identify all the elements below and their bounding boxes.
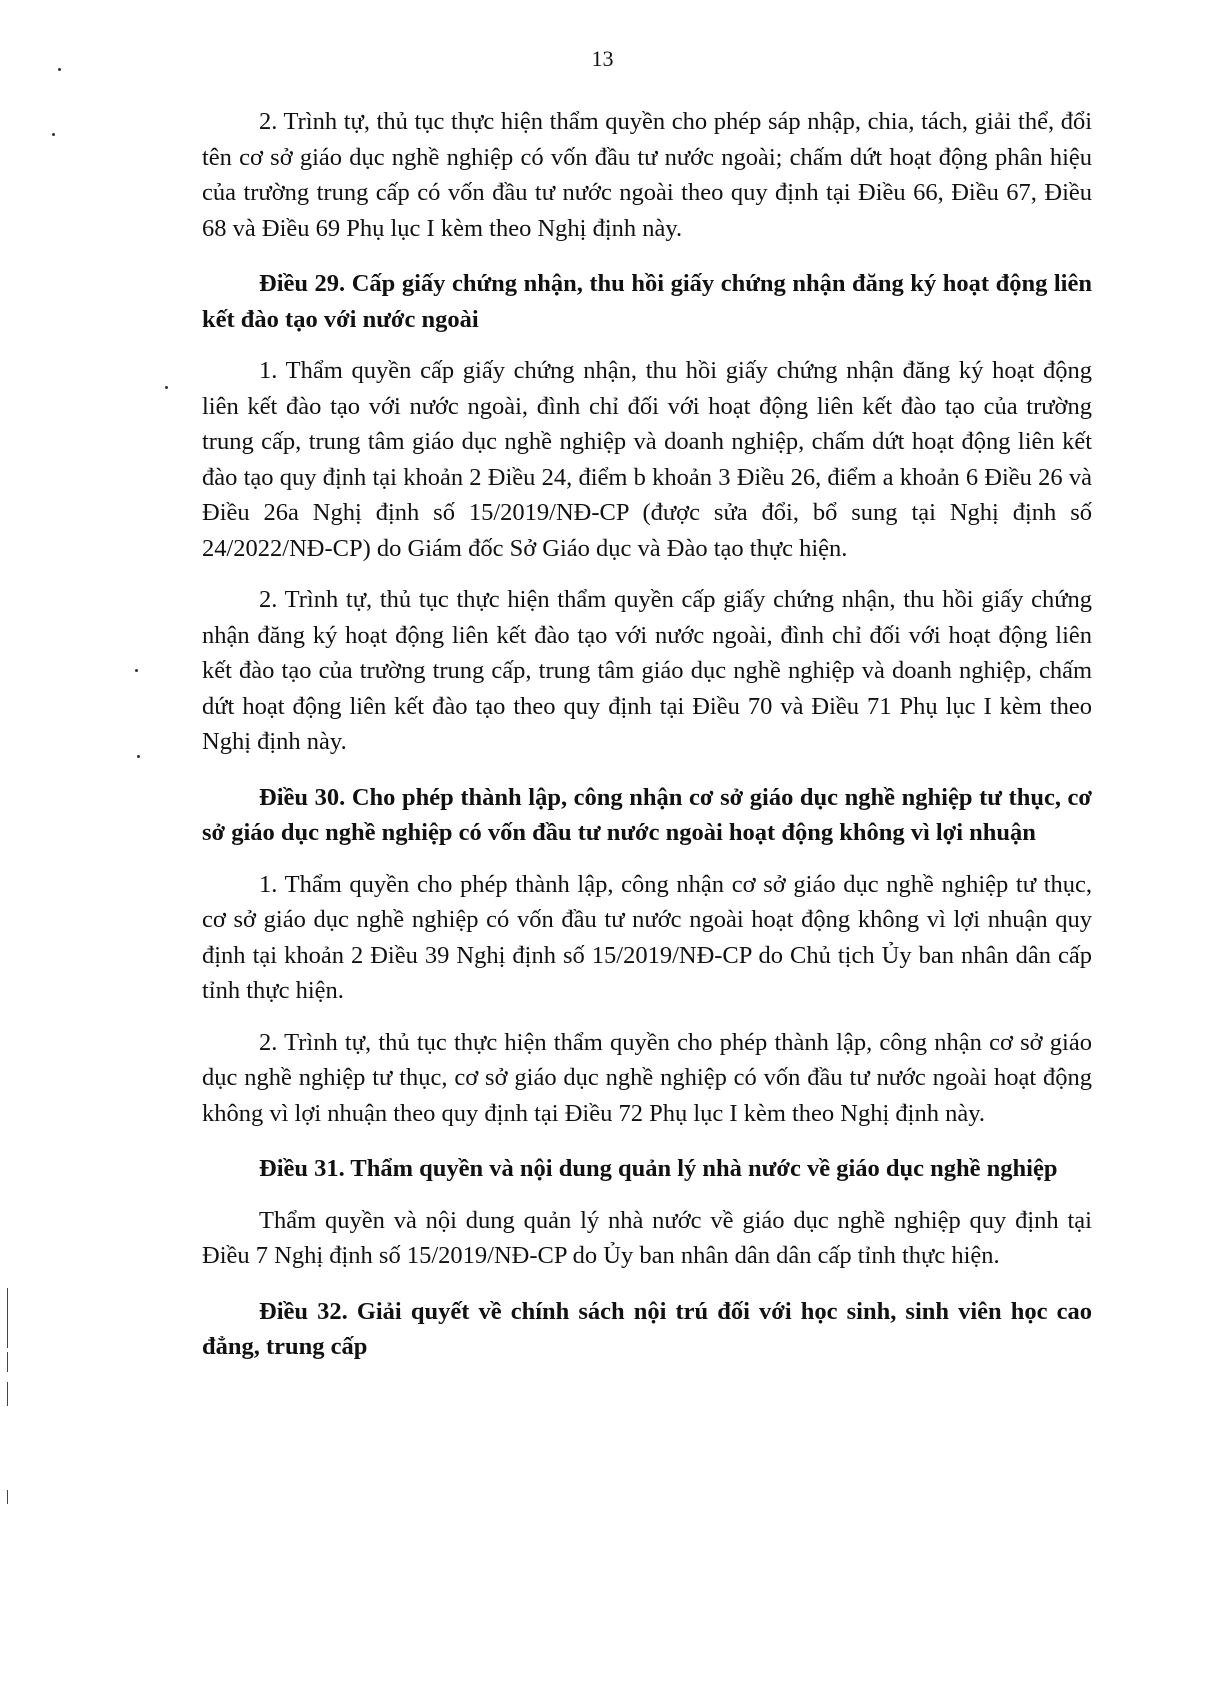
paragraph-article-31: Thẩm quyền và nội dung quản lý nhà nước về giáo dục nghề nghiệp quy định tại Điều 7 Nghị định số 15/2019/NĐ-CP do Ủy ban nhân dân dân cấp tỉnh thực hiện. — [202, 1206, 1092, 1269]
paragraph-article-28-clause-2: 2. Trình tự, thủ tục thực hiện thẩm quyền cho phép sáp nhập, chia, tách, giải thể, đổi tên cơ sở giáo dục nghề nghiệp có vốn đầu tư nước ngoài; chấm dứt hoạt động phân hiệu của trường trung cấp có vốn đầu tư nước ngoài theo quy định tại Điều 66, Điều 67, Điều 68 và Điều 69 Phụ lục I kèm theo Nghị định này. — [202, 108, 1092, 242]
scan-speck — [137, 755, 140, 758]
scan-speck — [135, 669, 138, 672]
scan-edge-line — [7, 1490, 8, 1504]
scan-edge-line — [7, 1288, 8, 1348]
document-body — [202, 104, 1092, 1365]
paragraph-article-29-clause-1: 1. Thẩm quyền cấp giấy chứng nhận, thu hồi giấy chứng nhận đăng ký hoạt động liên kết đào tạo với nước ngoài, đình chỉ đối với hoạt động liên kết đào tạo của trường trung cấp, trung tâm giáo dục nghề nghiệp và doanh nghiệp, chấm dứt hoạt động liên kết đào tạo quy định tại khoản 2 Điều 24, điểm b khoản 3 Điều 26, điểm a khoản 6 Điều 26 và Điều 26a Nghị định số 15/2019/NĐ-CP (được sửa đổi, bổ sung tại Nghị định số 24/2022/NĐ-CP) do Giám đốc Sở Giáo dục và Đào tạo thực hiện. — [202, 357, 1092, 562]
scan-edge-line — [7, 1352, 8, 1372]
scan-speck — [52, 133, 55, 136]
scan-speck — [58, 68, 61, 71]
heading-article-29: Điều 29. Cấp giấy chứng nhận, thu hồi giấy chứng nhận đăng ký hoạt động liên kết đào tạo với nước ngoài — [202, 270, 1092, 333]
paragraph-article-30-clause-2: 2. Trình tự, thủ tục thực hiện thẩm quyền cho phép thành lập, công nhận cơ sở giáo dục nghề nghiệp tư thục, cơ sở giáo dục nghề nghiệp có vốn đầu tư nước ngoài hoạt động không vì lợi nhuận theo quy định tại Điều 72 Phụ lục I kèm theo Nghị định này. — [202, 1028, 1092, 1127]
scan-speck — [165, 386, 168, 389]
paragraph-article-30-clause-1: 1. Thẩm quyền cho phép thành lập, công nhận cơ sở giáo dục nghề nghiệp tư thục, cơ sở giáo dục nghề nghiệp có vốn đầu tư nước ngoài hoạt động không vì lợi nhuận quy định tại khoản 2 Điều 39 Nghị định số 15/2019/NĐ-CP do Chủ tịch Ủy ban nhân dân cấp tỉnh thực hiện. — [202, 870, 1092, 1004]
scan-edge-line — [7, 1382, 8, 1406]
paragraph-article-29-clause-2: 2. Trình tự, thủ tục thực hiện thẩm quyền cấp giấy chứng nhận, thu hồi giấy chứng nhận đăng ký hoạt động liên kết đào tạo với nước ngoài, đình chỉ đối với hoạt động liên kết đào tạo của trường trung cấp, trung tâm giáo dục nghề nghiệp và doanh nghiệp, chấm dứt hoạt động liên kết đào tạo theo quy định tại Điều 70 và Điều 71 Phụ lục I kèm theo Nghị định này. — [202, 586, 1092, 755]
heading-article-31: Điều 31. Thẩm quyền và nội dung quản lý nhà nước về giáo dục nghề nghiệp — [259, 1155, 1058, 1182]
heading-article-32: Điều 32. Giải quyết về chính sách nội trú đối với học sinh, sinh viên học cao đẳng, trung cấp — [202, 1297, 1092, 1360]
heading-article-30: Điều 30. Cho phép thành lập, công nhận cơ sở giáo dục nghề nghiệp tư thục, cơ sở giáo dục nghề nghiệp có vốn đầu tư nước ngoài hoạt động không vì lợi nhuận — [202, 783, 1092, 846]
page-number: 13 — [591, 46, 614, 71]
